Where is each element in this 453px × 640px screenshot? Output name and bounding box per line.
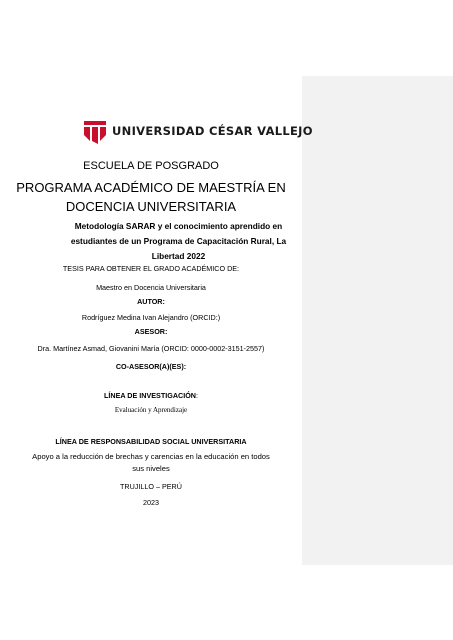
program-line-2: DOCENCIA UNIVERSITARIA (65, 199, 237, 214)
author-name: Rodríguez Medina Ivan Alejandro (ORCID:) (81, 313, 221, 322)
school-name: ESCUELA DE POSGRADO (83, 160, 219, 172)
research-line-colon: : (195, 391, 198, 400)
rsu-line-1: Apoyo a la reducción de brechas y carencias en la educación en todos (32, 452, 270, 461)
thesis-title: Metodología SARAR y el conocimiento aprendido en estudiantes de un Programa de Capacitación Rural, La Libertad 2022 (70, 221, 287, 261)
city: TRUJILLO – PERÚ (120, 482, 182, 491)
research-line-heading-text: LÍNEA DE INVESTIGACIÓN (104, 391, 196, 400)
program-line-1: PROGRAMA ACADÉMICO DE MAESTRÍA EN (16, 180, 286, 195)
rsu-heading: LÍNEA DE RESPONSABILIDAD SOCIAL UNIVERSITARIA (55, 437, 247, 446)
university-logo (82, 119, 313, 145)
degree-name: Maestro en Docencia Universitaria (96, 283, 206, 292)
year: 2023 (143, 498, 159, 507)
coadvisor-heading: CO-ASESOR(A)(ES): (115, 362, 187, 371)
advisor-name: Dra. Martínez Asmad, Giovanini María (ORCID: 0000-0002-3151-2557) (37, 344, 265, 353)
rsu-line-2: sus niveles (132, 464, 170, 473)
advisor-heading: ASESOR: (134, 327, 168, 336)
thesis-purpose: TESIS PARA OBTENER EL GRADO ACADÉMICO DE: (62, 264, 240, 273)
university-name: UNIVERSIDAD CÉSAR VALLEJO (112, 124, 313, 138)
ucv-shield-icon (82, 119, 108, 145)
research-line-value: Evaluación y Aprendizaje (114, 406, 188, 414)
author-heading: AUTOR: (137, 297, 165, 306)
comment-pane (302, 76, 453, 565)
research-line-heading (0, 391, 302, 400)
